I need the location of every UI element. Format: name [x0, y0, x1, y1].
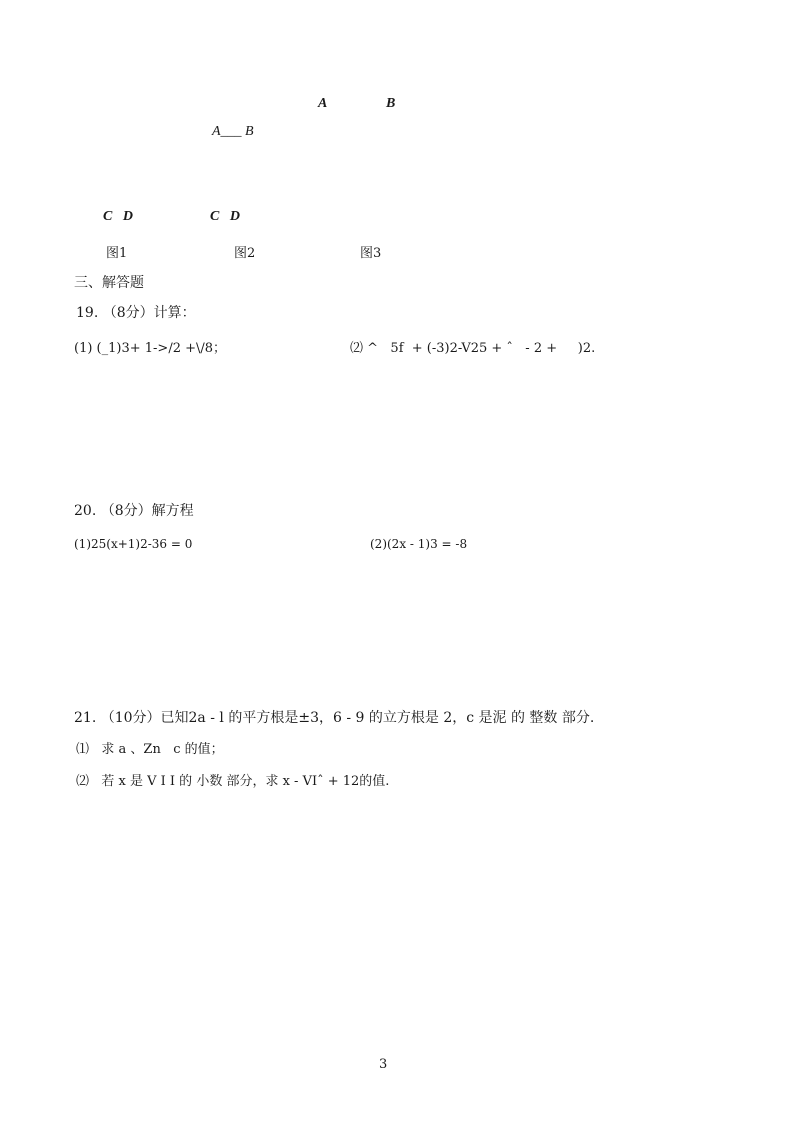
figure-label-b: B: [386, 96, 396, 111]
question-21-part1: ⑴ 求 a 、Zn c 的值；: [76, 742, 224, 757]
question-20-part2: (2)(2x - 1)3 = -8: [370, 537, 468, 551]
figure1-caption: 图1: [106, 246, 128, 261]
figure3-caption: 图3: [360, 246, 382, 261]
question-19-title: 19. （8分）计算：: [76, 305, 196, 321]
figure1-label-cd: C D: [103, 209, 133, 224]
question-21-part2: ⑵ 若 x 是 V I I 的 小数 部分，求 x - VIˆ + 12的值.: [76, 774, 390, 789]
figure-label-ab: A___ B: [212, 124, 254, 139]
section-title: 三、解答题: [74, 275, 144, 291]
page-number: 3: [379, 1057, 388, 1072]
question-19-part1: (1) (_1)3+ 1->/2 +\/8；: [74, 341, 227, 356]
figure-label-a: A: [318, 96, 328, 111]
question-21-title: 21. （10分）已知2a - l 的平方根是±3，6 - 9 的立方根是 2，c 是泥 的 整数 部分.: [74, 710, 595, 726]
question-20-title: 20. （8分）解方程: [74, 503, 194, 519]
question-19-part2: ⑵ ^ 5f + (-3)2-V25 + ˆ - 2 + )2.: [350, 341, 596, 356]
question-20-part1: (1)25(x+1)2-36 = 0: [74, 537, 193, 551]
figure2-caption: 图2: [234, 246, 256, 261]
figure2-label-cd: C D: [210, 209, 240, 224]
